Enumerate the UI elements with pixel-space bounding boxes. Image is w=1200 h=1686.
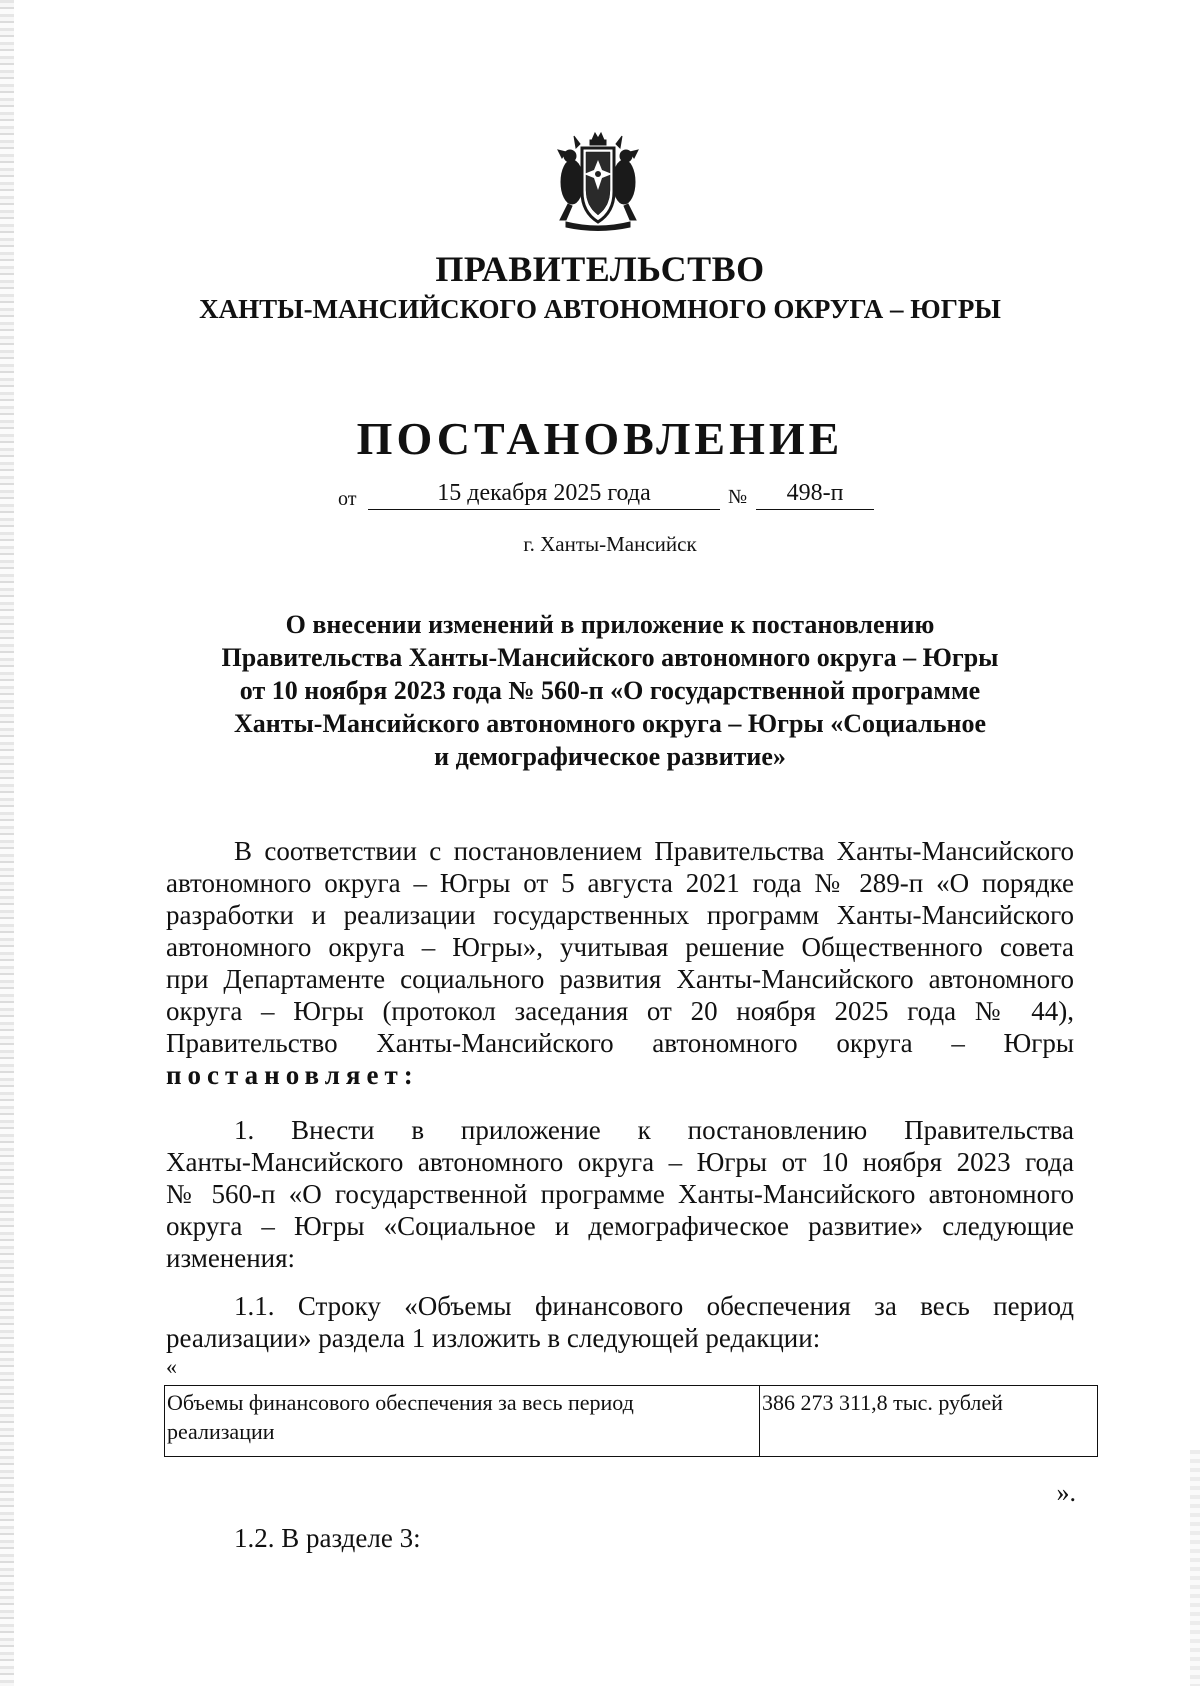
subject-line: от 10 ноября 2023 года № 560-п «О государственной программе [239,676,981,705]
text-line: № 560-п «О государственной программе Ханты-Мансийского автономного [166,1179,1074,1209]
resolves-word: постановляет: [166,1060,419,1090]
document-city: г. Ханты-Мансийск [523,532,697,556]
text-line: округа – Югры «Социальное и демографическое развитие» следующие [166,1211,1074,1241]
text-line: изменения: [166,1243,296,1273]
item-1-2-heading: 1.2. В разделе 3: [234,1523,421,1553]
number-sign: № [728,486,748,508]
text-line: реализации» раздела 1 изложить в следующей редакции: [166,1323,821,1353]
coat-of-arms-icon [552,130,644,234]
document-type: ПОСТАНОВЛЕНИЕ [356,413,844,464]
quote-open: « [166,1354,177,1379]
quote-close: ». [1056,1478,1076,1507]
item-1-paragraph [166,1114,1074,1274]
text-line: автономного округа – Югры», учитывая решение Общественного совета [166,932,1074,962]
financing-label-line: Объемы финансового обеспечения за весь период [167,1390,634,1415]
government-region: ХАНТЫ-МАНСИЙСКОГО АВТОНОМНОГО ОКРУГА – ЮГРЫ [199,294,1001,324]
text-line: 1. Внести в приложение к постановлению Правительства [234,1115,1074,1145]
text-line: В соответствии с постановлением Правительства Ханты-Мансийского [234,836,1074,866]
text-line: при Департаменте социального развития Ханты-Мансийского автономного [166,964,1074,994]
government-title: ПРАВИТЕЛЬСТВО [435,249,765,289]
text-line: Ханты-Мансийского автономного округа – Югры от 10 ноября 2023 года [166,1147,1074,1177]
text-line: разработки и реализации государственных программ Ханты-Мансийского [166,900,1074,930]
item-1-1-paragraph [166,1290,1074,1354]
financing-label-cell [165,1386,760,1457]
document-number: 498-п [756,480,874,510]
document-date: 15 декабря 2025 года [368,480,720,510]
subject-line: О внесении изменений в приложение к постановлению [285,610,935,639]
text-line: округа – Югры (протокол заседания от 20 ноября 2025 года № 44), [166,996,1074,1026]
financing-value-cell: 386 273 311,8 тыс. рублей [760,1386,1098,1457]
financing-label-line: реализации [167,1419,275,1444]
text-line: Правительство Ханты-Мансийского автономного округа – Югры [166,1028,1074,1058]
subject-line: Правительства Ханты-Мансийского автономного округа – Югры [221,643,999,672]
subject-line: и демографическое развитие» [434,742,786,771]
date-prefix: от [338,488,357,510]
scan-edge-right [1190,1450,1200,1686]
subject-line: Ханты-Мансийского автономного округа – Югры «Социальное [233,709,987,738]
text-line: 1.1. Строку «Объемы финансового обеспечения за весь период [234,1291,1074,1321]
preamble-paragraph [166,835,1074,1091]
financing-table [164,1385,1098,1457]
text-line: автономного округа – Югры от 5 августа 2021 года № 289-п «О порядке [166,868,1074,898]
document-subject [150,608,1070,773]
table-row [165,1386,1098,1457]
